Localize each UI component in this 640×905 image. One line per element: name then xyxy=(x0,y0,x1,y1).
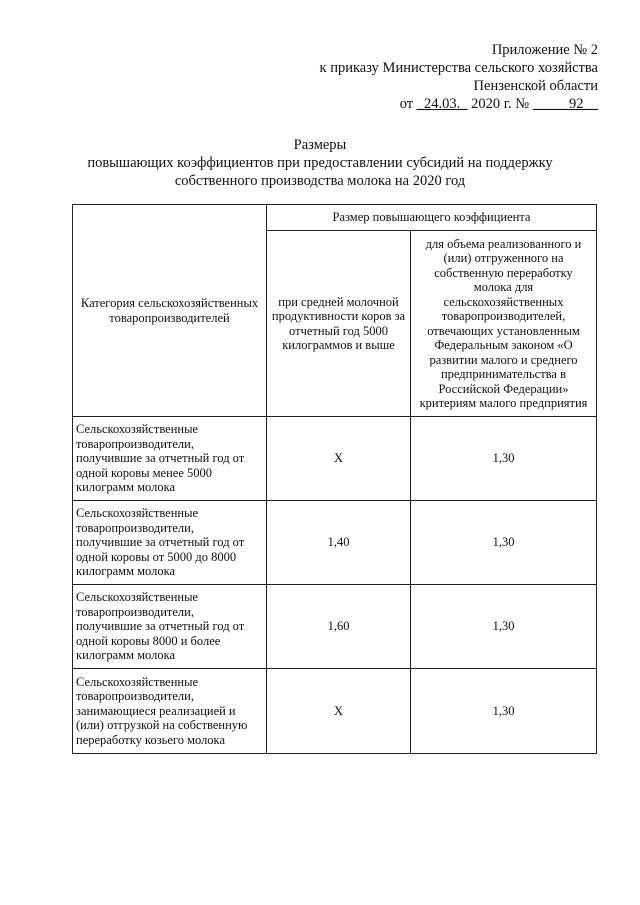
title-line-3: собственного производства молока на 2020 год xyxy=(174,173,466,189)
row-productivity-coefficient: Х xyxy=(267,669,411,754)
title-line-2: повышающих коэффициентов при предоставлении субсидий на поддержку xyxy=(87,155,553,171)
order-date: _24.03._ xyxy=(416,96,468,112)
row-category: Сельскохозяйственные товаропроизводители, получившие за отчетный год от одной коровы менее 5000 килограмм молока xyxy=(73,417,267,501)
order-reference: к приказу Министерства сельского хозяйства xyxy=(319,60,598,76)
order-number: _____92__ xyxy=(532,96,598,112)
coefficients-table xyxy=(72,204,597,754)
appendix-number: Приложение № 2 xyxy=(491,42,598,58)
table-header-row xyxy=(73,205,597,231)
table-row xyxy=(73,585,597,669)
coefficient-group-header: Размер повышающего коэффициента xyxy=(267,205,597,231)
row-productivity-coefficient: 1,60 xyxy=(267,585,411,669)
row-small-enterprise-coefficient: 1,30 xyxy=(411,669,597,754)
appendix-header xyxy=(238,41,598,113)
row-small-enterprise-coefficient: 1,30 xyxy=(411,501,597,585)
row-category: Сельскохозяйственные товаропроизводители, занимающиеся реализацией и (или) отгрузкой на собственную переработку козьего молока xyxy=(73,669,267,754)
order-date-line xyxy=(238,95,598,113)
row-category: Сельскохозяйственные товаропроизводители, получившие за отчетный год от одной коровы от 5000 до 8000 килограмм молока xyxy=(73,501,267,585)
table-row xyxy=(73,669,597,754)
productivity-column-header: при средней молочной продуктивности коров за отчетный год 5000 килограммов и выше xyxy=(267,231,411,417)
document-title xyxy=(60,136,580,190)
title-line-1: Размеры xyxy=(293,137,347,153)
row-small-enterprise-coefficient: 1,30 xyxy=(411,417,597,501)
date-prefix: от xyxy=(399,96,414,112)
table-row xyxy=(73,417,597,501)
row-productivity-coefficient: 1,40 xyxy=(267,501,411,585)
table-row xyxy=(73,501,597,585)
row-category: Сельскохозяйственные товаропроизводители, получившие за отчетный год от одной коровы 8000 и более килограмм молока xyxy=(73,585,267,669)
row-productivity-coefficient: Х xyxy=(267,417,411,501)
small-enterprise-column-header: для объема реализованного и (или) отгруженного на собственную переработку молока для сельскохозяйственных товаропроизводителей, отвечающих установленным Федеральным законом «О развитии малого и среднего предпринимательства в Российской Федерации» критериям малого предприятия xyxy=(411,231,597,417)
region-name: Пензенской области xyxy=(473,78,598,94)
row-small-enterprise-coefficient: 1,30 xyxy=(411,585,597,669)
date-suffix: 2020 г. № xyxy=(471,96,530,112)
category-header: Категория сельскохозяйственных товаропроизводителей xyxy=(73,205,267,417)
